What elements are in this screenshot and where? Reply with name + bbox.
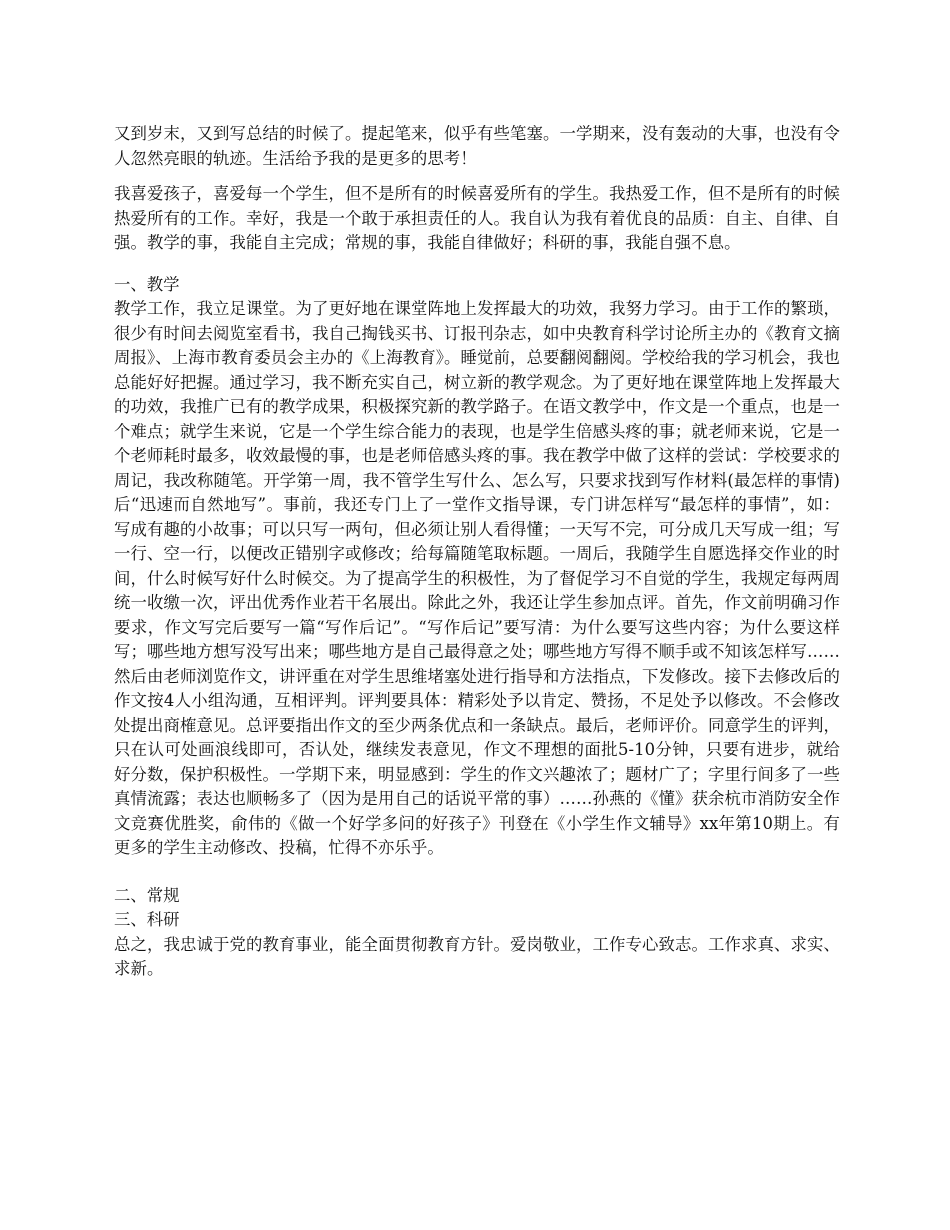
conclusion-paragraph: 总之，我忠诚于党的教育事业，能全面贯彻教育方针。爱岗敬业，工作专心致志。工作求真、求实、求新。 (114, 934, 840, 978)
section-heading-routine: 二、常规 (114, 885, 180, 905)
intro-paragraph: 又到岁末，又到写总结的时候了。提起笔来，似乎有些笔塞。一学期来，没有轰动的大事，也没有令人忽然亮眼的轨迹。生活给予我的是更多的思考！ (114, 124, 840, 168)
self-statement-paragraph: 我喜爱孩子，喜爱每一个学生，但不是所有的时候喜爱所有的学生。我热爱工作，但不是所有的时候热爱所有的工作。幸好，我是一个敢于承担责任的人。我自认为我有着优良的品质：自主、自律、自强。教学的事，我能自主完成；常规的事，我能自律做好；科研的事，我能自强不息。 (114, 184, 840, 252)
section-heading-teaching: 一、教学 (114, 274, 180, 294)
section-heading-research: 三、科研 (114, 910, 180, 929)
document-page (114, 122, 840, 982)
teaching-paragraph: 教学工作，我立足课堂。为了更好地在课堂阵地上发挥最大的功效，我努力学习。由于工作的繁琐，很少有时间去阅览室看书，我自己掏钱买书、订报刊杂志，如中央教育科学讨论所主办的《教育文摘周报》、上海市教育委员会主办的《上海教育》。睡觉前，总要翻阅翻阅。学校给我的学习机会，我也总能好好把握。通过学习，我不断充实自己，树立新的教学观念。为了更好地在课堂阵地上发挥最大的功效，我推广已有的教学成果，积极探究新的教学路子。在语文教学中，作文是一个重点，也是一个难点；就学生来说，它是一个学生综合能力的表现，也是学生倍感头疼的事；就老师来说，它是一个老师耗时最多，收效最慢的事，也是老师倍感头疼的事。我在教学中做了这样的尝试：学校要求的周记，我改称随笔。开学第一周，我不管学生写什么、怎么写，只要求找到写作材料(最怎样的事情)后“迅速而自然地写”。事前，我还专门上了一堂作文指导课，专门讲怎样写“最怎样的事情”，如：写成有趣的小故事；可以只写一两句，但必须让别人看得懂；一天写不完，可分成几天写成一组；写一行、空一行，以便改正错别字或修改；给每篇随笔取标题。一周后，我随学生自愿选择交作业的时间，什么时候写好什么时候交。为了提高学生的积极性，为了督促学习不自觉的学生，我规定每两周统一收缴一次，评出优秀作业若干名展出。除此之外，我还让学生参加点评。首先，作文前明确习作要求，作文写完后要写一篇“写作后记”。“写作后记”要写清：为什么要写这些内容；为什么要这样写；哪些地方想写没写出来；哪些地方是自己最得意之处；哪些地方写得不顺手或不知该怎样写……然后由老师浏览作文，讲评重在对学生思维堵塞处进行指导和方法指点，下发修改。接下去修改后的作文按4人小组沟通，互相评判。评判要具体：精彩处予以肯定、赞扬，不足处予以修改。不会修改处提出商榷意见。总评要指出作文的至少两条优点和一条缺点。最后，老师评价。同意学生的评判，只在认可处画浪线即可，否认处，继续发表意见，作文不理想的面批5-10分钟，只要有进步，就给好分数，保护积极性。一学期下来，明显感到：学生的作文兴趣浓了；题材广了；字里行间多了一些真情流露；表达也顺畅多了（因为是用自己的话说平常的事）……孙燕的《懂》获余杭市消防安全作文竞赛优胜奖，俞伟的《做一个好学多问的好孩子》刊登在《小学生作文辅导》xx年第10期上。有更多的学生主动修改、投稿，忙得不亦乐乎。 (114, 299, 840, 857)
